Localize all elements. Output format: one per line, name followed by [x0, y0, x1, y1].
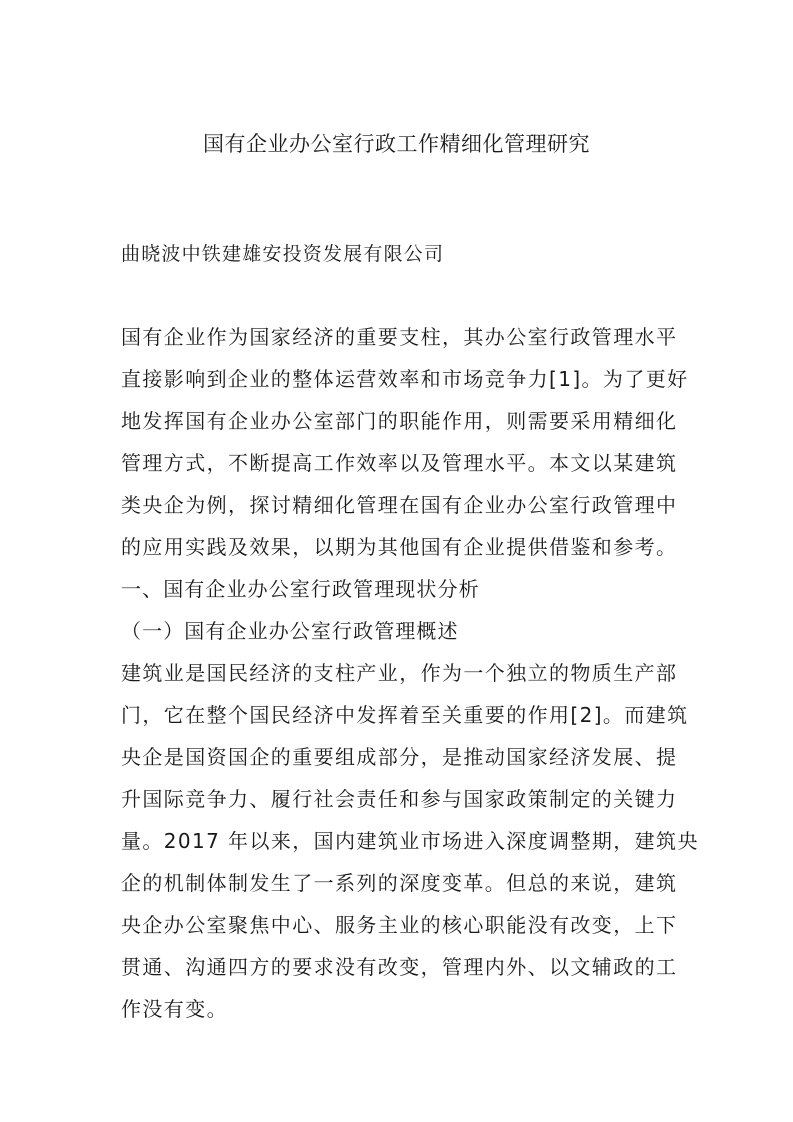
body-line: 国有企业作为国家经济的重要支柱，其办公室行政管理水平 [121, 325, 678, 349]
body-line: 的应用实践及效果，以期为其他国有企业提供借鉴和参考。 [121, 535, 678, 559]
body-line: 管理方式，不断提高工作效率以及管理水平。本文以某建筑 [121, 451, 678, 475]
subsection-heading: （一）国有企业办公室行政管理概述 [121, 619, 459, 643]
body-line: 作没有变。 [121, 997, 228, 1021]
body-line: 央企是国资国企的重要组成部分，是推动国家经济发展、提 [121, 745, 678, 769]
section-heading: 一、国有企业办公室行政管理现状分析 [121, 577, 480, 601]
body-line: 升国际竞争力、履行社会责任和参与国家政策制定的关键力 [121, 787, 678, 811]
body-line: 建筑业是国民经济的支柱产业，作为一个独立的物质生产部 [121, 661, 678, 685]
document-body [121, 316, 699, 1030]
document-title: 国有企业办公室行政工作精细化管理研究 [203, 132, 590, 156]
author-affiliation: 曲晓波中铁建雄安投资发展有限公司 [121, 243, 445, 265]
body-line: 贯通、沟通四方的要求没有改变，管理内外、以文辅政的工 [121, 955, 678, 979]
body-line: 类央企为例，探讨精细化管理在国有企业办公室行政管理中 [121, 493, 678, 517]
body-line: 企的机制体制发生了一系列的深度变革。但总的来说，建筑 [121, 871, 678, 895]
body-line: 直接影响到企业的整体运营效率和市场竞争力[1]。为了更好 [121, 367, 689, 391]
body-line: 量。2017 年以来，国内建筑业市场进入深度调整期，建筑央 [121, 829, 699, 853]
body-line: 门，它在整个国民经济中发挥着至关重要的作用[2]。而建筑 [121, 703, 689, 727]
body-line: 地发挥国有企业办公室部门的职能作用，则需要采用精细化 [121, 409, 678, 433]
body-line: 央企办公室聚焦中心、服务主业的核心职能没有改变，上下 [121, 913, 678, 937]
